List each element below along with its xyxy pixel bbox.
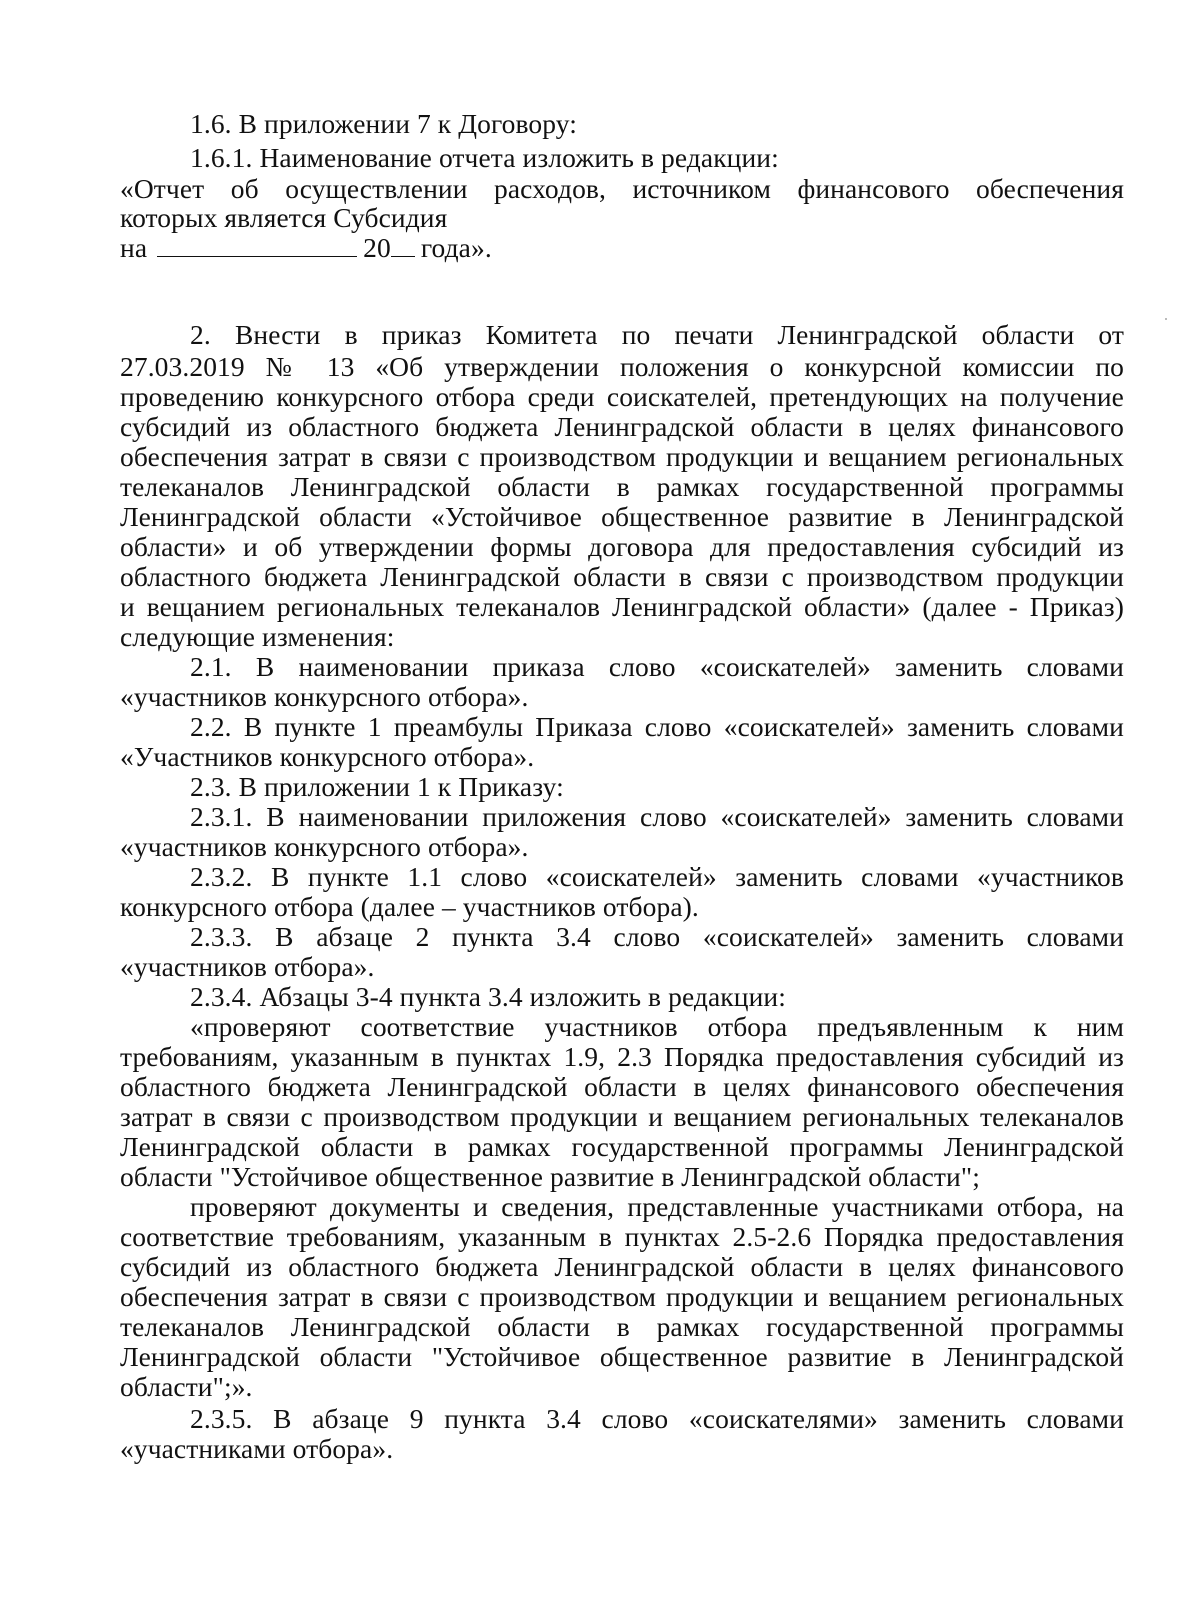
quote-2-line-6: Ленинградской области "Устойчивое общественное развитие в Ленинградской [120, 1341, 1124, 1372]
report-title-line-2: которых является Субсидия [120, 202, 448, 233]
section-2-line-5: обеспечения затрат в связи с производством продукции и вещанием региональных [120, 441, 1124, 472]
section-2-3-1-line-2: «участников конкурсного отбора». [120, 831, 529, 862]
quote-2-line-1: проверяют документы и сведения, представленные участниками отбора, на [190, 1191, 1124, 1222]
quote-2-line-7: области";». [120, 1371, 253, 1402]
section-2-line-1: 2. Внести в приказ Комитета по печати Ленинградской области от [190, 319, 1124, 350]
quote-1-line-5: Ленинградской области в рамках государственной программы Ленинградской [120, 1131, 1124, 1162]
section-2-line-8: области» и об утверждении формы договора для предоставления субсидий из [120, 531, 1124, 562]
quote-2-line-2: соответствие требованиям, указанным в пунктах 2.5-2.6 Порядка предоставления [120, 1221, 1124, 1252]
section-2-3-5-line-2: «участниками отбора». [120, 1433, 394, 1464]
quote-1-line-1: «проверяют соответствие участников отбора предъявленным к ним [190, 1011, 1124, 1042]
section-2-3-5-line-1: 2.3.5. В абзаце 9 пункта 3.4 слово «соискателями» заменить словами [190, 1403, 1124, 1434]
section-2-line-6: телеканалов Ленинградской области в рамках государственной программы [120, 471, 1124, 502]
year-blank-field [391, 234, 415, 257]
section-1-6-heading: 1.6. В приложении 7 к Договору: [190, 108, 577, 139]
report-date-line [120, 232, 1124, 264]
quote-1-line-6: области "Устойчивое общественное развитие в Ленинградской области"; [120, 1161, 980, 1192]
section-2-line-2: 27.03.2019 № 13 «Об утверждении положения о конкурсной комиссии по [120, 351, 1124, 382]
section-2-3-3-line-2: «участников отбора». [120, 951, 375, 982]
quote-2-line-3: субсидий из областного бюджета Ленинградской области в целях финансового [120, 1251, 1124, 1282]
section-2-2-line-2: «Участников конкурсного отбора». [120, 741, 535, 772]
section-2-line-7: Ленинградской области «Устойчивое общественное развитие в Ленинградской [120, 501, 1124, 532]
section-2-line-3: проведению конкурсного отбора среди соискателей, претендующих на получение [120, 381, 1124, 412]
quote-1-line-4: затрат в связи с производством продукции и вещанием региональных телеканалов [120, 1101, 1124, 1132]
section-2-line-10: и вещанием региональных телеканалов Ленинградской области» (далее - Приказ) [120, 591, 1124, 622]
section-2-3-heading: 2.3. В приложении 1 к Приказу: [190, 771, 564, 802]
section-2-3-2-line-2: конкурсного отбора (далее – участников отбора). [120, 891, 699, 922]
section-2-2-line-1: 2.2. В пункте 1 преамбулы Приказа слово «соискателей» заменить словами [190, 711, 1124, 742]
quote-1-line-2: требованиям, указанным в пунктах 1.9, 2.3 Порядка предоставления субсидий из [120, 1041, 1124, 1072]
section-2-3-2-line-1: 2.3.2. В пункте 1.1 слово «соискателей» заменить словами «участников [190, 861, 1124, 892]
section-2-3-3-line-1: 2.3.3. В абзаце 2 пункта 3.4 слово «соискателей» заменить словами [190, 921, 1124, 952]
section-2-3-1-line-1: 2.3.1. В наименовании приложения слово «соискателей» заменить словами [190, 801, 1124, 832]
section-2-3-4-heading: 2.3.4. Абзацы 3-4 пункта 3.4 изложить в редакции: [190, 981, 786, 1012]
section-2-1-line-1: 2.1. В наименовании приказа слово «соискателей» заменить словами [190, 651, 1124, 682]
quote-1-line-3: областного бюджета Ленинградской области в целях финансового обеспечения [120, 1071, 1124, 1102]
section-1-6-1-text: 1.6.1. Наименование отчета изложить в редакции: [190, 142, 779, 173]
date-blank-field [157, 234, 357, 257]
scan-speck [1165, 318, 1167, 320]
quote-2-line-5: телеканалов Ленинградской области в рамках государственной программы [120, 1311, 1124, 1342]
report-date-suffix: года». [420, 232, 492, 263]
report-date-prefix: на [120, 232, 148, 263]
section-2-line-11: следующие изменения: [120, 621, 395, 652]
report-year-prefix: 20 [363, 232, 391, 263]
section-2-line-9: областного бюджета Ленинградской области в связи с производством продукции [120, 561, 1124, 592]
quote-2-line-4: обеспечения затрат в связи с производством продукции и вещанием региональных [120, 1281, 1124, 1312]
section-2-line-4: субсидий из областного бюджета Ленинградской области в целях финансового [120, 411, 1124, 442]
report-title-line-1: «Отчет об осуществлении расходов, источником финансового обеспечения [120, 173, 1124, 204]
section-2-1-line-2: «участников конкурсного отбора». [120, 681, 529, 712]
